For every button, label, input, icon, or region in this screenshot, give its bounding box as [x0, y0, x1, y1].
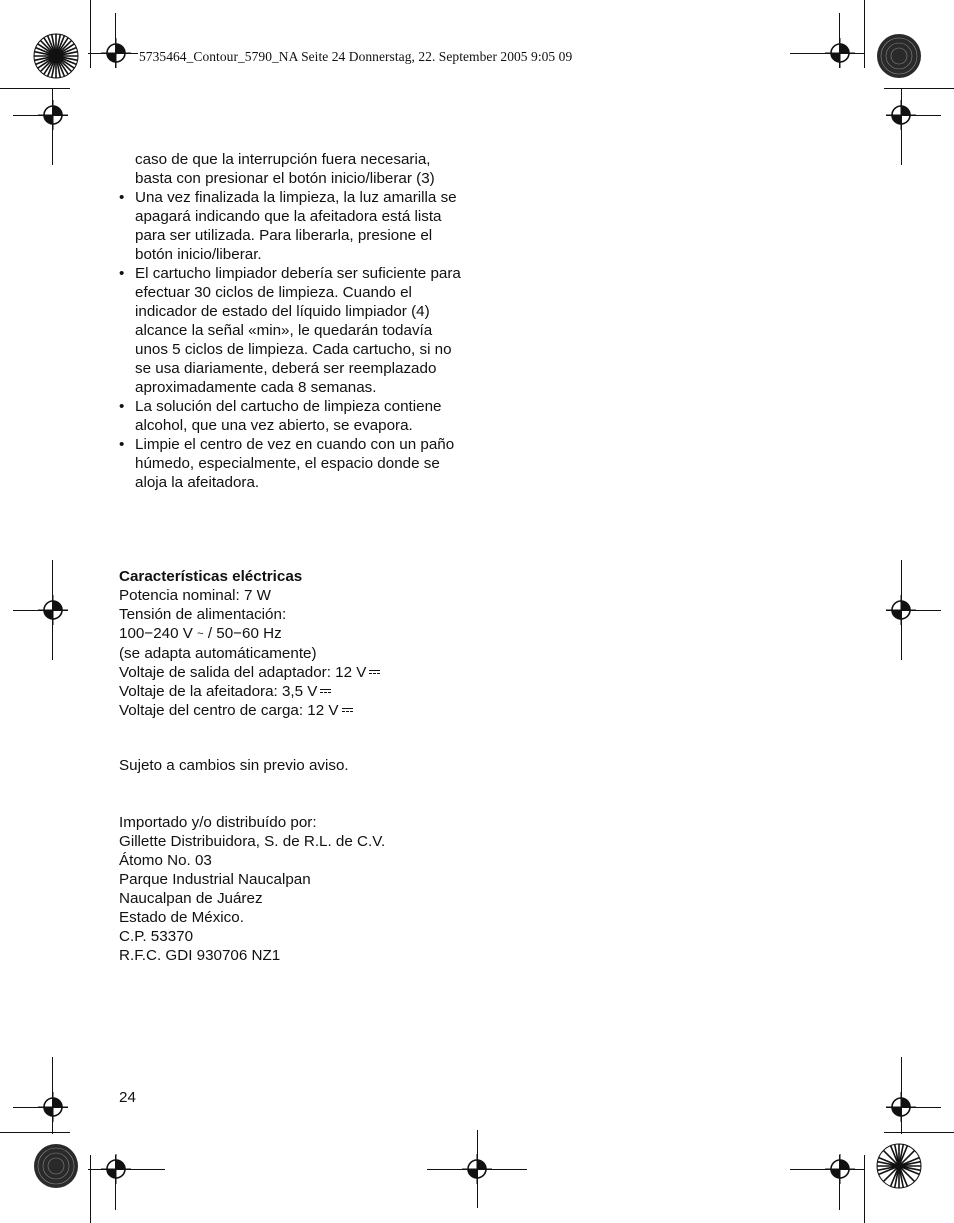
list-item: • La solución del cartucho de limpieza contiene alcohol, que una vez abierto, se evapora.	[119, 397, 464, 435]
voltage-range-a: 100−240 V	[119, 625, 193, 642]
spec-power: Potencia nominal: 7 W	[119, 587, 271, 604]
dc-symbol-icon	[342, 708, 353, 714]
adapter-output-text: Voltaje de salida del adaptador: 12 V	[119, 664, 367, 681]
list-item: • El cartucho limpiador debería ser suficiente para efectuar 30 ciclos de limpieza. Cuando el indicador de estado del líquido limpiador (4) alcance la señal «min», le quedarán todavía unos 5 ciclos de limpieza. Cada cartucho, si no se usa diariamente, deberá ser reemplazado aproximadamente cada 8 semanas.	[119, 264, 464, 397]
guide-line	[886, 610, 941, 611]
guide-line	[52, 88, 53, 165]
list-item: • Una vez finalizada la limpieza, la luz amarilla se apagará indicando que la afeitadora está lista para ser utilizada. Para liberarla, presione el botón inicio/liberar.	[119, 188, 464, 264]
print-slug: 5735464_Contour_5790_NA Seite 24 Donnerstag, 22. September 2005 9:05 09	[139, 49, 573, 64]
spec-adapter-output	[119, 663, 539, 682]
starburst-mark	[876, 33, 922, 79]
guide-line	[88, 53, 138, 54]
guide-line	[901, 1057, 902, 1134]
importer-section	[119, 813, 539, 965]
importer-line: C.P. 53370	[119, 928, 194, 945]
starburst-mark	[33, 33, 79, 79]
shaver-voltage-text: Voltaje de la afeitadora: 3,5 V	[119, 683, 318, 700]
importer-line: Gillette Distribuidora, S. de R.L. de C.V.	[119, 833, 386, 850]
guide-line	[790, 53, 865, 54]
crop-line	[884, 1132, 954, 1133]
electrical-section	[119, 567, 539, 720]
instruction-list	[119, 188, 464, 492]
crop-line	[0, 1132, 70, 1133]
importer-line: R.F.C. GDI 930706 NZ1	[119, 947, 281, 964]
guide-line	[477, 1130, 478, 1208]
crop-line	[884, 88, 954, 89]
guide-line	[901, 88, 902, 165]
spec-charger-voltage	[119, 701, 539, 720]
importer-line: Naucalpan de Juárez	[119, 890, 263, 907]
page-number: 24	[119, 1089, 136, 1106]
charger-voltage-text: Voltaje del centro de carga: 12 V	[119, 702, 339, 719]
spec-voltage-range	[119, 624, 539, 644]
crop-line	[0, 88, 70, 89]
guide-line	[839, 13, 840, 68]
guide-line	[52, 1057, 53, 1134]
ac-symbol: ~	[197, 628, 204, 640]
guide-line	[886, 115, 941, 116]
importer-line: Átomo No. 03	[119, 852, 212, 869]
guide-line	[839, 1155, 840, 1210]
spec-auto: (se adapta automáticamente)	[119, 645, 317, 662]
guide-line	[115, 13, 116, 68]
guide-line	[13, 1107, 68, 1108]
guide-line	[790, 1169, 865, 1170]
starburst-mark	[33, 1143, 79, 1189]
dc-symbol-icon	[320, 689, 331, 695]
cleaning-instructions	[119, 150, 464, 492]
importer-label: Importado y/o distribuído por:	[119, 814, 317, 831]
crop-line	[864, 0, 865, 68]
continuation-text: caso de que la interrupción fuera necesaria, basta con presionar el botón inicio/liberar (3)	[135, 151, 435, 187]
guide-line	[88, 1169, 165, 1170]
notice-text: Sujeto a cambios sin previo aviso.	[119, 757, 349, 774]
section-title: Características eléctricas	[119, 568, 303, 585]
starburst-mark	[876, 1143, 922, 1189]
guide-line	[886, 1107, 941, 1108]
dc-symbol-icon	[369, 670, 380, 676]
importer-line: Parque Industrial Naucalpan	[119, 871, 311, 888]
crop-line	[864, 1155, 865, 1223]
guide-line	[13, 115, 68, 116]
crop-line	[90, 1155, 91, 1223]
voltage-range-b: / 50−60 Hz	[207, 625, 282, 642]
spec-shaver-voltage	[119, 682, 539, 701]
list-item: • Limpie el centro de vez en cuando con un paño húmedo, especialmente, el espacio donde se aloja la afeitadora.	[119, 435, 464, 492]
spec-voltage-label: Tensión de alimentación:	[119, 606, 287, 623]
notice	[119, 756, 539, 775]
guide-line	[13, 610, 68, 611]
crop-line	[90, 0, 91, 68]
guide-line	[115, 1155, 116, 1210]
importer-line: Estado de México.	[119, 909, 244, 926]
